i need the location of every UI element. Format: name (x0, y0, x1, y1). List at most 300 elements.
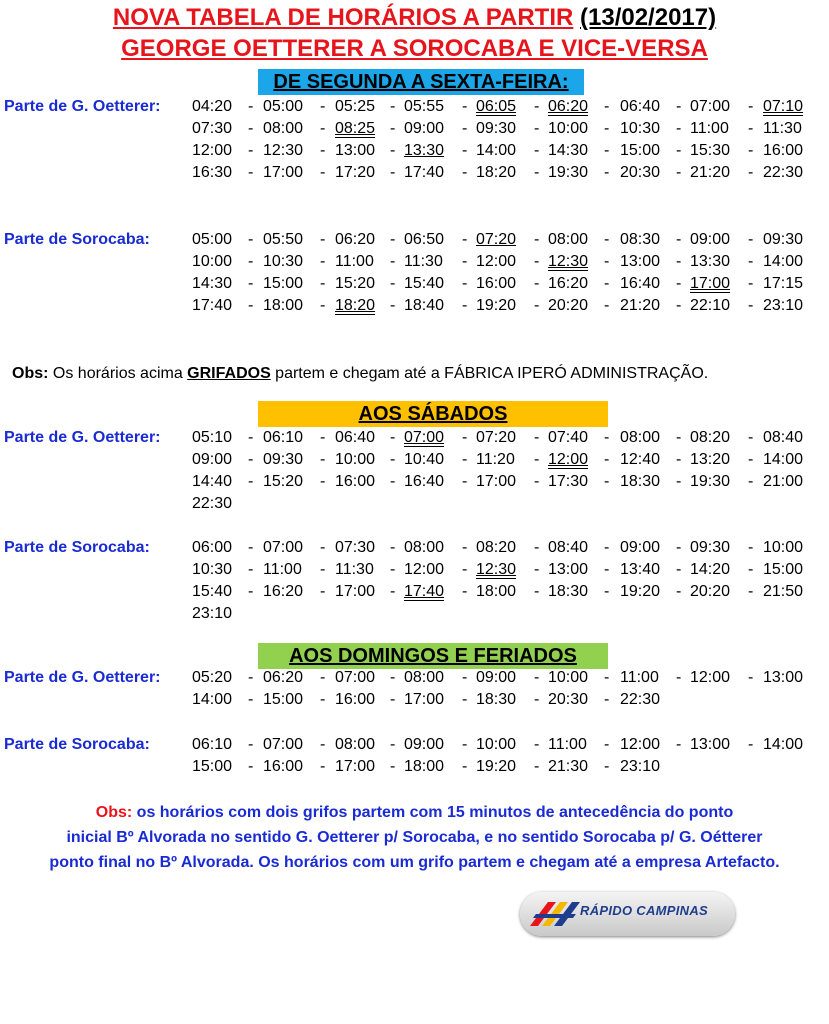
time-cell: 05:25 (335, 98, 376, 115)
time-cell: 10:00 (192, 253, 233, 270)
obs-grifados-keyword: GRIFADOS (187, 365, 271, 382)
time-separator: - (748, 561, 754, 578)
time-separator: - (534, 429, 540, 446)
time-cell: 08:00 (335, 736, 376, 753)
time-cell: 08:40 (763, 429, 804, 446)
time-separator: - (748, 231, 754, 248)
time-cell: 07:30 (192, 120, 233, 137)
time-separator: - (534, 691, 540, 708)
company-logo (520, 892, 735, 936)
time-separator: - (320, 164, 326, 181)
time-cell: 10:00 (335, 451, 376, 468)
time-separator: - (462, 275, 468, 292)
time-separator: - (604, 142, 610, 159)
time-separator: - (604, 669, 610, 686)
obs-grifados-text-1: Os horários acima (48, 365, 188, 382)
time-separator: - (320, 669, 326, 686)
time-separator: - (462, 429, 468, 446)
time-cell: 11:30 (763, 120, 802, 137)
time-cell: 15:40 (404, 275, 445, 292)
time-cell: 06:20 (263, 669, 304, 686)
obs-notes-prefix: Obs: (95, 804, 133, 821)
time-separator: - (248, 98, 254, 115)
time-cell: 12:30 (548, 253, 589, 270)
time-cell: 18:00 (404, 758, 445, 775)
time-cell: 19:30 (690, 473, 731, 490)
time-separator: - (604, 758, 610, 775)
time-separator: - (676, 473, 682, 490)
time-separator: - (534, 583, 540, 600)
time-separator: - (748, 669, 754, 686)
time-separator: - (390, 231, 396, 248)
time-separator: - (248, 736, 254, 753)
time-cell: 11:00 (690, 120, 729, 137)
time-separator: - (676, 120, 682, 137)
time-separator: - (748, 473, 754, 490)
time-separator: - (390, 275, 396, 292)
time-cell: 17:00 (335, 583, 376, 600)
time-cell: 19:20 (476, 297, 517, 314)
time-separator: - (676, 297, 682, 314)
time-separator: - (462, 473, 468, 490)
time-cell: 11:30 (404, 253, 443, 270)
time-cell: 18:20 (476, 164, 517, 181)
time-separator: - (748, 451, 754, 468)
time-separator: - (390, 253, 396, 270)
time-separator: - (462, 736, 468, 753)
time-cell: 15:00 (263, 275, 304, 292)
time-cell: 14:00 (763, 451, 804, 468)
time-cell: 17:00 (335, 758, 376, 775)
time-separator: - (676, 539, 682, 556)
time-cell: 10:00 (763, 539, 804, 556)
obs-notes (0, 800, 829, 875)
time-cell: 16:00 (335, 691, 376, 708)
departure-label: Parte de G. Oetterer: (4, 98, 161, 115)
time-separator: - (534, 142, 540, 159)
time-cell: 18:00 (476, 583, 517, 600)
time-cell: 15:00 (763, 561, 804, 578)
time-separator: - (390, 429, 396, 446)
time-separator: - (248, 539, 254, 556)
time-separator: - (320, 231, 326, 248)
time-cell: 06:10 (192, 736, 233, 753)
title-date: (13/02/2017) (580, 4, 717, 31)
time-cell: 16:40 (620, 275, 661, 292)
time-cell: 13:00 (335, 142, 376, 159)
time-cell: 16:20 (263, 583, 304, 600)
time-cell: 15:00 (263, 691, 304, 708)
time-separator: - (748, 429, 754, 446)
time-cell: 09:30 (263, 451, 304, 468)
time-cell: 10:30 (620, 120, 661, 137)
time-cell: 12:30 (263, 142, 304, 159)
time-separator: - (390, 164, 396, 181)
time-cell: 14:00 (763, 736, 804, 753)
time-cell: 23:10 (620, 758, 661, 775)
time-cell: 12:00 (690, 669, 731, 686)
section-band: AOS SÁBADOS (258, 401, 608, 427)
logo-stripes-icon (526, 892, 586, 936)
time-cell: 14:40 (192, 473, 233, 490)
time-separator: - (676, 142, 682, 159)
time-cell: 17:30 (548, 473, 589, 490)
time-cell: 20:20 (690, 583, 731, 600)
time-separator: - (462, 561, 468, 578)
time-cell: 11:00 (620, 669, 659, 686)
time-cell: 08:25 (335, 120, 376, 137)
time-cell: 07:20 (476, 429, 517, 446)
time-separator: - (390, 120, 396, 137)
time-cell: 16:20 (548, 275, 589, 292)
time-separator: - (748, 120, 754, 137)
time-separator: - (748, 297, 754, 314)
time-cell: 15:30 (690, 142, 731, 159)
time-cell: 18:20 (335, 297, 376, 314)
departure-label: Parte de Sorocaba: (4, 539, 150, 556)
time-separator: - (748, 275, 754, 292)
time-cell: 23:10 (763, 297, 804, 314)
time-separator: - (248, 164, 254, 181)
time-cell: 16:40 (404, 473, 445, 490)
time-cell: 19:20 (620, 583, 661, 600)
time-cell: 06:40 (620, 98, 661, 115)
time-cell: 10:40 (404, 451, 445, 468)
time-separator: - (320, 539, 326, 556)
time-separator: - (676, 583, 682, 600)
time-cell: 06:10 (263, 429, 304, 446)
time-separator: - (534, 275, 540, 292)
time-cell: 13:30 (404, 142, 445, 159)
time-cell: 06:20 (548, 98, 589, 115)
time-separator: - (320, 142, 326, 159)
time-separator: - (748, 736, 754, 753)
time-separator: - (748, 539, 754, 556)
time-separator: - (534, 539, 540, 556)
time-cell: 16:00 (335, 473, 376, 490)
time-cell: 23:10 (192, 605, 233, 622)
departure-label: Parte de Sorocaba: (4, 736, 150, 753)
title-line-2 (0, 34, 829, 64)
time-separator: - (604, 120, 610, 137)
time-cell: 13:00 (620, 253, 661, 270)
time-separator: - (320, 98, 326, 115)
time-cell: 08:00 (620, 429, 661, 446)
time-cell: 11:30 (335, 561, 374, 578)
time-cell: 08:20 (690, 429, 731, 446)
time-separator: - (534, 561, 540, 578)
time-separator: - (248, 758, 254, 775)
time-separator: - (462, 120, 468, 137)
time-separator: - (748, 98, 754, 115)
time-cell: 11:00 (335, 253, 374, 270)
time-cell: 13:00 (690, 736, 731, 753)
time-cell: 17:00 (263, 164, 304, 181)
time-cell: 10:00 (548, 669, 589, 686)
time-cell: 09:00 (404, 120, 445, 137)
obs-grifados-text-2: partem e chegam até a FÁBRICA IPERÓ ADMINISTRAÇÃO. (270, 365, 709, 382)
time-separator: - (390, 583, 396, 600)
time-cell: 09:30 (763, 231, 804, 248)
time-cell: 10:00 (476, 736, 517, 753)
obs-notes-line-1: Obs: os horários com dois grifos partem com 15 minutos de antecedência do ponto (95, 804, 734, 821)
time-separator: - (320, 275, 326, 292)
time-cell: 17:00 (404, 691, 445, 708)
time-separator: - (534, 253, 540, 270)
time-cell: 17:00 (690, 275, 731, 292)
time-cell: 18:30 (620, 473, 661, 490)
time-separator: - (604, 275, 610, 292)
time-cell: 07:10 (763, 98, 804, 115)
time-cell: 09:00 (476, 669, 517, 686)
time-separator: - (676, 669, 682, 686)
time-cell: 14:00 (476, 142, 517, 159)
time-cell: 07:40 (548, 429, 589, 446)
time-cell: 21:30 (548, 758, 589, 775)
time-separator: - (462, 297, 468, 314)
time-cell: 14:00 (763, 253, 804, 270)
time-cell: 08:00 (404, 669, 445, 686)
obs-notes-line-2: inicial Bº Alvorada no sentido G. Oetterer p/ Sorocaba, e no sentido Sorocaba p/ G. Oétterer (66, 829, 763, 846)
time-separator: - (534, 473, 540, 490)
time-cell: 05:00 (192, 231, 233, 248)
time-cell: 21:00 (763, 473, 804, 490)
time-separator: - (248, 142, 254, 159)
time-separator: - (748, 164, 754, 181)
time-cell: 09:00 (192, 451, 233, 468)
time-separator: - (534, 758, 540, 775)
time-cell: 06:00 (192, 539, 233, 556)
time-cell: 07:00 (263, 539, 304, 556)
time-separator: - (390, 561, 396, 578)
time-separator: - (534, 98, 540, 115)
time-separator: - (390, 473, 396, 490)
time-separator: - (390, 297, 396, 314)
time-cell: 13:30 (690, 253, 731, 270)
time-separator: - (748, 253, 754, 270)
time-cell: 07:00 (690, 98, 731, 115)
time-separator: - (390, 691, 396, 708)
departure-label: Parte de G. Oetterer: (4, 429, 161, 446)
time-separator: - (462, 164, 468, 181)
time-separator: - (604, 98, 610, 115)
time-separator: - (604, 539, 610, 556)
time-cell: 15:20 (335, 275, 376, 292)
section-band: DE SEGUNDA A SEXTA-FEIRA: (258, 69, 584, 95)
logo-text: RÁPIDO CAMPINAS (580, 903, 709, 918)
time-separator: - (390, 736, 396, 753)
time-separator: - (462, 669, 468, 686)
time-cell: 16:00 (263, 758, 304, 775)
time-cell: 08:20 (476, 539, 517, 556)
time-separator: - (248, 297, 254, 314)
time-cell: 09:00 (620, 539, 661, 556)
time-separator: - (534, 231, 540, 248)
time-separator: - (462, 451, 468, 468)
time-cell: 12:00 (620, 736, 661, 753)
time-separator: - (462, 253, 468, 270)
time-separator: - (604, 561, 610, 578)
time-cell: 08:40 (548, 539, 589, 556)
time-separator: - (748, 583, 754, 600)
time-separator: - (320, 736, 326, 753)
obs-grifados-prefix: Obs: (12, 365, 49, 382)
time-separator: - (320, 297, 326, 314)
time-cell: 08:00 (263, 120, 304, 137)
time-separator: - (248, 275, 254, 292)
time-separator: - (248, 231, 254, 248)
time-separator: - (534, 120, 540, 137)
time-cell: 17:40 (404, 583, 445, 600)
time-cell: 18:30 (476, 691, 517, 708)
time-separator: - (320, 253, 326, 270)
time-cell: 06:40 (335, 429, 376, 446)
time-separator: - (320, 120, 326, 137)
time-separator: - (534, 451, 540, 468)
obs-grifados (12, 363, 708, 385)
title-main: NOVA TABELA DE HORÁRIOS A PARTIR (112, 4, 574, 31)
time-cell: 14:20 (690, 561, 731, 578)
time-cell: 11:00 (263, 561, 302, 578)
time-cell: 12:30 (476, 561, 517, 578)
time-separator: - (676, 253, 682, 270)
time-separator: - (676, 429, 682, 446)
time-separator: - (676, 164, 682, 181)
time-cell: 20:30 (620, 164, 661, 181)
time-cell: 05:10 (192, 429, 233, 446)
time-separator: - (248, 691, 254, 708)
time-cell: 21:20 (620, 297, 661, 314)
time-separator: - (248, 473, 254, 490)
time-cell: 16:30 (192, 164, 233, 181)
time-cell: 14:30 (548, 142, 589, 159)
time-separator: - (604, 164, 610, 181)
time-separator: - (604, 231, 610, 248)
time-cell: 08:00 (548, 231, 589, 248)
time-separator: - (462, 98, 468, 115)
time-cell: 09:30 (476, 120, 517, 137)
time-cell: 10:30 (192, 561, 233, 578)
time-cell: 21:20 (690, 164, 731, 181)
time-separator: - (320, 561, 326, 578)
title-route: GEORGE OETTERER A SOROCABA E VICE-VERSA (121, 35, 708, 62)
time-separator: - (676, 231, 682, 248)
time-separator: - (676, 451, 682, 468)
time-separator: - (390, 98, 396, 115)
time-separator: - (462, 758, 468, 775)
time-separator: - (248, 451, 254, 468)
time-separator: - (676, 98, 682, 115)
time-separator: - (320, 758, 326, 775)
time-cell: 17:40 (192, 297, 233, 314)
time-cell: 20:20 (548, 297, 589, 314)
time-separator: - (248, 561, 254, 578)
time-cell: 12:00 (548, 451, 589, 468)
time-cell: 12:00 (404, 561, 445, 578)
time-cell: 15:00 (620, 142, 661, 159)
time-cell: 08:00 (404, 539, 445, 556)
time-cell: 13:20 (690, 451, 731, 468)
time-cell: 07:00 (263, 736, 304, 753)
time-cell: 20:30 (548, 691, 589, 708)
time-separator: - (604, 297, 610, 314)
time-cell: 15:00 (192, 758, 233, 775)
time-cell: 07:00 (335, 669, 376, 686)
time-cell: 22:30 (192, 495, 233, 512)
time-cell: 06:05 (476, 98, 517, 115)
time-cell: 18:40 (404, 297, 445, 314)
time-cell: 17:40 (404, 164, 445, 181)
time-cell: 06:20 (335, 231, 376, 248)
time-separator: - (604, 583, 610, 600)
time-separator: - (604, 473, 610, 490)
time-cell: 10:00 (548, 120, 589, 137)
title-line-1 (0, 3, 829, 33)
time-cell: 12:00 (192, 142, 233, 159)
time-separator: - (462, 539, 468, 556)
time-separator: - (390, 142, 396, 159)
time-cell: 22:30 (763, 164, 804, 181)
time-cell: 06:50 (404, 231, 445, 248)
time-cell: 22:30 (620, 691, 661, 708)
time-cell: 22:10 (690, 297, 731, 314)
time-cell: 13:40 (620, 561, 661, 578)
time-separator: - (534, 736, 540, 753)
time-cell: 21:50 (763, 583, 804, 600)
time-separator: - (390, 539, 396, 556)
time-separator: - (604, 691, 610, 708)
time-cell: 11:20 (476, 451, 515, 468)
time-separator: - (604, 451, 610, 468)
time-separator: - (534, 297, 540, 314)
time-cell: 09:30 (690, 539, 731, 556)
departure-label: Parte de Sorocaba: (4, 231, 150, 248)
time-separator: - (390, 451, 396, 468)
time-cell: 08:30 (620, 231, 661, 248)
time-cell: 07:00 (404, 429, 445, 446)
time-separator: - (320, 583, 326, 600)
time-cell: 17:00 (476, 473, 517, 490)
time-separator: - (748, 142, 754, 159)
time-cell: 17:20 (335, 164, 376, 181)
time-separator: - (248, 583, 254, 600)
time-separator: - (320, 429, 326, 446)
time-cell: 18:30 (548, 583, 589, 600)
obs-notes-line-3: ponto final no Bº Alvorada. Os horários com um grifo partem e chegam até a empresa Artefacto. (49, 854, 780, 871)
time-separator: - (390, 758, 396, 775)
time-separator: - (676, 275, 682, 292)
time-cell: 13:00 (763, 669, 804, 686)
time-cell: 07:20 (476, 231, 517, 248)
time-cell: 17:15 (763, 275, 804, 292)
time-cell: 13:00 (548, 561, 589, 578)
time-cell: 19:20 (476, 758, 517, 775)
time-separator: - (462, 231, 468, 248)
time-cell: 18:00 (263, 297, 304, 314)
time-separator: - (248, 429, 254, 446)
time-separator: - (462, 691, 468, 708)
time-cell: 12:00 (476, 253, 517, 270)
time-separator: - (248, 669, 254, 686)
time-cell: 16:00 (763, 142, 804, 159)
time-separator: - (320, 451, 326, 468)
time-separator: - (462, 142, 468, 159)
time-separator: - (462, 583, 468, 600)
time-cell: 15:40 (192, 583, 233, 600)
time-separator: - (390, 669, 396, 686)
time-cell: 12:40 (620, 451, 661, 468)
time-separator: - (604, 429, 610, 446)
